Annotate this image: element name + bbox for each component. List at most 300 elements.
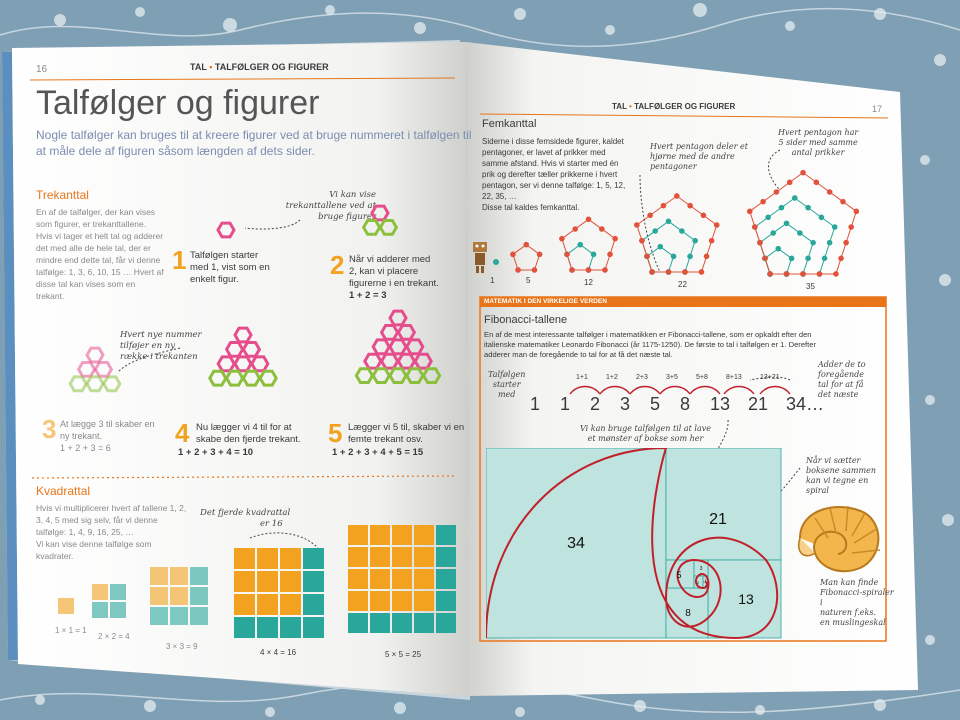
grid-square <box>190 607 208 625</box>
callout-line: Talfølgen <box>488 370 526 379</box>
hexagon <box>235 357 251 371</box>
grid-square <box>348 525 368 545</box>
callout-line: Hvert pentagon har <box>778 128 859 137</box>
grid-square <box>370 569 390 589</box>
pentagon-dot <box>701 213 707 219</box>
hexagon <box>218 357 234 371</box>
callout-line: starter <box>492 380 521 389</box>
hexagon <box>424 369 440 383</box>
trekanttal-body-line: En af de talfølger, der kan vises <box>36 207 156 217</box>
right-header-section: TAL <box>612 102 627 111</box>
hexagon-triangles <box>70 206 439 391</box>
pentagon-dot <box>767 271 773 277</box>
fibonacci-body-line: italienske matematiker Leonardo Fibonacci (år 1175-1250). De første to tal i talfølgen er 1. Derefter <box>484 340 817 349</box>
grid-square <box>348 591 368 611</box>
step-text-line: At lægge 3 til skaber en <box>60 419 155 429</box>
pentagon-dot <box>692 238 698 244</box>
pentagon-dot <box>682 269 688 275</box>
header-dot: • <box>629 102 632 111</box>
callout-line: Vi kan bruge talfølgen til at lave <box>580 424 711 433</box>
step-1-number: 1 <box>172 245 187 275</box>
pentagon-dot <box>537 252 543 258</box>
pentagon-dot <box>559 236 565 242</box>
grid-square <box>370 547 390 567</box>
hexagon <box>390 369 406 383</box>
intro-line-1: Nogle talfølger kan bruges til at kreere figurer ved at bruge nummeret i talfølgen til <box>36 128 472 142</box>
grid-square <box>58 598 74 614</box>
pentagon-dot <box>532 267 538 273</box>
kvadrattal-body-line: Vi kan vise denne talfølge som <box>36 539 152 549</box>
callout-line: boksene sammen <box>806 466 876 475</box>
femkanttal-body-line: prik og derefter tæller prikkerne i hvert <box>482 170 618 179</box>
pentagon-dot <box>687 203 693 209</box>
grid-square <box>257 594 278 615</box>
grid-square <box>370 613 390 633</box>
real-world-banner: MATEMATIK I DEN VIRKELIGE VERDEN <box>484 298 607 305</box>
grid-square <box>392 569 412 589</box>
grid-square <box>436 569 456 589</box>
pentagon-dot <box>647 213 653 219</box>
pentagon-dot <box>819 215 825 221</box>
grid-square <box>370 525 390 545</box>
pentagon-edge <box>677 196 717 225</box>
pentagon-edge <box>701 225 716 272</box>
trekanttal-body-line: Hvis vi tager et helt tal og adderer <box>36 231 164 241</box>
hexagon <box>243 343 259 357</box>
trekanttal-body-line: som figurer, er trekanttallene. <box>36 219 147 229</box>
callout-line: kan vi tegne en <box>806 476 869 485</box>
callout-line: Vi kan vise <box>329 190 376 200</box>
hexagon <box>70 377 86 391</box>
page-title: Talfølger og figurer <box>36 84 320 122</box>
grid-square <box>110 602 126 618</box>
pentagon-dot <box>760 199 766 205</box>
callout-line: Fibonacci-spiraler <box>820 588 894 597</box>
pentagon-dot <box>602 267 608 273</box>
fib-number: 34… <box>786 394 825 414</box>
callout-line: Hvert pentagon deler et <box>650 142 748 151</box>
hexagon <box>415 354 431 368</box>
callout-line: antal prikker <box>791 148 845 157</box>
hexagon <box>218 223 234 237</box>
pentagon-dot <box>832 224 838 230</box>
callout-line: Adder de to <box>818 360 866 369</box>
step-text-line: Nu lægger vi 4 til for at <box>196 422 292 433</box>
header-dot: • <box>209 62 213 72</box>
step-text-line: Lægger vi 5 til, skaber vi en <box>348 422 465 433</box>
hexagon <box>252 357 268 371</box>
fib-sum: 2+3 <box>636 374 648 381</box>
pentagon-dot <box>765 215 771 221</box>
box-label-13: 13 <box>738 591 754 607</box>
callout-line: hjørne med de andre <box>650 152 735 161</box>
grid-square <box>303 617 324 638</box>
fib-number: 3 <box>620 394 631 414</box>
pentagon-label-1: 1 <box>490 276 495 285</box>
pentagon-dot <box>805 205 811 211</box>
pentagon-dot <box>666 269 672 275</box>
pentagon-dot <box>762 255 768 261</box>
hexagon <box>407 369 423 383</box>
callout-line: tilføjer en ny <box>120 341 176 351</box>
hexagon <box>373 340 389 354</box>
pentagon-dot <box>564 252 570 258</box>
grid-square <box>234 617 255 638</box>
hexagon <box>260 371 276 385</box>
grid-square <box>392 613 412 633</box>
pentagon-dot <box>817 271 823 277</box>
pentagon-dot <box>679 228 685 234</box>
grid-square <box>280 594 301 615</box>
pentagon-label-35: 35 <box>806 282 815 291</box>
femkanttal-body-line: Disse tal kaldes femkanttal. <box>482 203 580 212</box>
fibonacci-body-line: En af de mest interessante talfølger i matematikken er Fibonacci-tallene, som er opkaldt efter den <box>484 330 812 339</box>
box-label-21: 21 <box>709 511 727 528</box>
square-label-3: 3 × 3 = 9 <box>166 642 198 651</box>
step-text-line: ny trekant. <box>60 431 103 441</box>
fib-number: 5 <box>650 394 661 414</box>
trekanttal-body-line: trekant. <box>36 291 65 301</box>
kvadrattal-body-line: Hvis vi multiplicerer hvert af tallene 1, 2, <box>36 503 187 513</box>
pentagon-dot <box>687 254 693 260</box>
step-2-number: 2 <box>330 250 345 280</box>
callout-line: række i trekanten <box>120 352 198 362</box>
grid-square <box>257 548 278 569</box>
step-5-sum: 1 + 2 + 3 + 4 + 5 = 15 <box>332 447 424 458</box>
grid-square <box>348 569 368 589</box>
hexagon <box>95 363 111 377</box>
pentagon-dot <box>652 228 658 234</box>
pentagon-dot <box>639 238 645 244</box>
hexagon <box>227 343 243 357</box>
hexagon <box>382 354 398 368</box>
pentagon-edge <box>819 227 834 274</box>
pentagon-dot <box>784 271 790 277</box>
hexagon <box>243 371 259 385</box>
grid-square <box>392 525 412 545</box>
callout-line: pentagoner <box>650 162 697 171</box>
pentagon-dot <box>779 205 785 211</box>
grid-square <box>436 591 456 611</box>
grid-square <box>234 571 255 592</box>
callout-five-sides <box>778 128 858 158</box>
femkanttal-body-line: pentagon, ser vi denne talfølge: 1, 5, 12, <box>482 181 626 190</box>
pentagon-dot <box>840 199 846 205</box>
pentagon-dot <box>714 222 720 228</box>
left-header-title: TALFØLGER OG FIGURER <box>214 62 329 72</box>
callout-line: Det fjerde kvadrattal <box>200 508 291 518</box>
left-page-number: 16 <box>36 64 48 75</box>
fib-number: 8 <box>680 394 691 414</box>
callout-box-pattern <box>580 424 711 444</box>
grid-square <box>170 587 188 605</box>
square-label-4: 4 × 4 = 16 <box>260 648 297 657</box>
step-4-sum: 1 + 2 + 3 + 4 = 10 <box>178 447 254 458</box>
pentagon-dot <box>699 269 705 275</box>
fib-sum: 8+13 <box>726 374 742 381</box>
box-label-3: 3 <box>699 566 703 572</box>
right-page-number: 17 <box>872 104 883 114</box>
hexagon <box>380 221 396 235</box>
fibonacci-heading: Fibonacci-tallene <box>484 314 568 326</box>
grid-square <box>348 613 368 633</box>
grid-square <box>348 547 368 567</box>
trekanttal-heading: Trekanttal <box>36 188 89 202</box>
grid-square <box>170 607 188 625</box>
fib-sum: 5+8 <box>696 374 708 381</box>
pentagon-dot <box>833 271 839 277</box>
callout-line: 5 sider med samme <box>778 138 858 147</box>
pentagon-label-22: 22 <box>678 280 687 289</box>
grid-square <box>414 569 434 589</box>
grid-square <box>150 587 168 605</box>
hexagon <box>356 369 372 383</box>
pentagon-dot <box>814 180 820 186</box>
pentagon-dot <box>704 254 710 260</box>
callout-line: trekanttallene ved at <box>285 201 376 211</box>
femkanttal-heading: Femkanttal <box>482 118 537 130</box>
pentagon-dot <box>515 267 521 273</box>
grid-square <box>92 602 108 618</box>
grid-square <box>303 594 324 615</box>
fib-sum: 1+1 <box>576 374 588 381</box>
grid-square <box>392 591 412 611</box>
step-text-line: skabe den fjerde trekant. <box>196 434 301 445</box>
fib-sum: 1+2 <box>606 374 618 381</box>
grid-square <box>280 548 301 569</box>
box-21 <box>666 448 781 560</box>
grid-square <box>257 571 278 592</box>
kvadrattal-body-line: kvadrater. <box>36 551 74 561</box>
callout-line: foregående <box>818 370 864 379</box>
grid-square <box>150 607 168 625</box>
callout-line: med <box>497 390 516 399</box>
hexagon <box>227 371 243 385</box>
kvadrattal-body-line: 3, 4, 5 med sig selv, får vi denne <box>36 515 158 525</box>
callout-line: Når vi sætter <box>806 456 861 465</box>
pentagon-dot <box>510 252 516 258</box>
fib-number: 1 <box>530 394 541 414</box>
right-header <box>612 102 735 111</box>
hexagon <box>382 326 398 340</box>
pentagon-dot <box>607 252 613 258</box>
grid-square <box>234 594 255 615</box>
callout-add-two <box>818 360 866 400</box>
femkanttal-body <box>482 136 625 213</box>
hexagon <box>390 311 406 325</box>
right-header-title: TALFØLGER OG FIGURER <box>634 102 736 111</box>
trekanttal-body-line: disse tal kan vises som en <box>36 279 136 289</box>
grid-square <box>436 613 456 633</box>
pentagon-dot <box>599 226 605 232</box>
fib-number: 21 <box>748 394 769 414</box>
grid-square <box>414 613 434 633</box>
pentagon-dot <box>612 236 618 242</box>
pentagon-dot <box>709 238 715 244</box>
hexagon <box>365 354 381 368</box>
pentagon-edge <box>637 225 652 272</box>
robot-icon <box>468 238 492 274</box>
fibonacci-body <box>484 330 816 360</box>
fibonacci-body-line: adderer man de foregående to tal for at få det næste tal. <box>484 350 673 359</box>
hexagon <box>87 377 103 391</box>
grid-square <box>414 547 434 567</box>
hexagon <box>372 206 388 220</box>
kvadrattal-body <box>36 502 186 562</box>
pentagon-dot <box>827 240 833 246</box>
callout-shared-corner <box>650 142 748 172</box>
fib-sum: 3+5 <box>666 374 678 381</box>
square-label-2: 2 × 2 = 4 <box>98 632 130 641</box>
pentagon-dot <box>634 222 640 228</box>
sequence-arrows <box>560 380 800 400</box>
callout-line: det næste <box>818 390 859 399</box>
fib-sum: 13+21 <box>760 374 780 381</box>
pentagon-dot <box>644 254 650 260</box>
hexagon <box>398 326 414 340</box>
trekanttal-body-line: det med alle de hele tal, der er <box>36 243 151 253</box>
step-3-number: 3 <box>42 414 57 444</box>
callout-line: spiral <box>806 486 829 495</box>
trekanttal-body-line: mindre end dette tal, får vi denne <box>36 255 161 265</box>
grid-square <box>436 547 456 567</box>
box-label-2: 2 <box>696 580 700 585</box>
callout-line: Man kan finde <box>820 578 879 587</box>
pentagon-dot <box>586 267 592 273</box>
pentagon-dot <box>572 226 578 232</box>
pentagon-dot <box>591 252 597 258</box>
hexagon <box>210 371 226 385</box>
nautilus-shell-image <box>790 498 886 576</box>
pentagon-dot <box>827 189 833 195</box>
pentagon-dot <box>661 203 667 209</box>
pentagon-dot <box>853 209 859 215</box>
callout-spiral <box>806 456 876 496</box>
pentagon-dot <box>649 269 655 275</box>
grid-square <box>370 591 390 611</box>
hexagon <box>104 377 120 391</box>
grid-square <box>280 571 301 592</box>
pentagon-dot <box>493 259 499 265</box>
femkanttal-body-line: samme afstand. Hvis vi starter med én <box>482 159 619 168</box>
grid-square <box>190 587 208 605</box>
grid-square <box>234 548 255 569</box>
box-label-5: 5 <box>676 570 682 580</box>
callout-fourth-square <box>200 508 290 530</box>
step-text-line: figurerne i en trekant. <box>349 278 439 289</box>
pentagon-label-5: 5 <box>526 276 531 285</box>
callout-line: naturen f.eks. <box>820 608 876 617</box>
grid-square <box>257 617 278 638</box>
kvadrattal-body-line: talfølge: 1, 4, 9, 16, 25, … <box>36 527 134 537</box>
fib-number: 13 <box>710 394 731 414</box>
callout-line: et mønster af bokse som her <box>587 434 704 443</box>
box-label-1a: 1 <box>704 578 707 582</box>
hexagon <box>390 340 406 354</box>
grid-square <box>303 571 324 592</box>
grid-square <box>414 525 434 545</box>
step-4-number: 4 <box>175 418 190 448</box>
pentagon-dot <box>569 267 575 273</box>
pentagon-dot <box>757 240 763 246</box>
trekanttal-body-line: talfølge: 1, 3, 6, 10, 15 … Hvert af <box>36 267 164 277</box>
step-sum: 1 + 2 + 3 = 6 <box>60 443 111 453</box>
square-label-1: 1 × 1 = 1 <box>55 626 87 635</box>
hexagon <box>407 340 423 354</box>
box-label-8: 8 <box>685 608 691 619</box>
fib-number: 2 <box>590 394 601 414</box>
pentagon-dot <box>838 255 844 261</box>
grid-square <box>150 567 168 585</box>
callout-shell <box>820 578 894 628</box>
step-text-line: Når vi adderer med <box>349 254 431 265</box>
pentagon-dot <box>797 230 803 236</box>
pentagon-dot <box>671 254 677 260</box>
grid-square <box>92 584 108 600</box>
callout-line: tal for at få <box>818 380 864 389</box>
grid-square <box>303 548 324 569</box>
callout-line: bruge figurer <box>318 212 376 222</box>
grid-square <box>414 591 434 611</box>
pentagon-dot <box>774 189 780 195</box>
fibonacci-box-diagram <box>486 448 786 640</box>
step-text-line: 2, kan vi placere <box>349 266 419 277</box>
step-5-number: 5 <box>328 418 343 448</box>
callout-line: i <box>820 598 823 607</box>
grid-square <box>170 567 188 585</box>
femkanttal-body-line: 22, 35, … <box>482 192 517 201</box>
callout-line: er 16 <box>260 519 283 529</box>
pentagon-dot <box>843 240 849 246</box>
grid-square <box>190 567 208 585</box>
grid-square <box>110 584 126 600</box>
square-label-5: 5 × 5 = 25 <box>385 650 422 659</box>
hexagon <box>364 221 380 235</box>
pentagon-label-12: 12 <box>584 278 593 287</box>
fib-number: 1 <box>560 394 571 414</box>
step-text-line: femte trekant osv. <box>348 434 423 445</box>
hexagon <box>235 328 251 342</box>
pentagon-dot <box>810 240 816 246</box>
hexagon <box>373 369 389 383</box>
hexagon <box>398 354 414 368</box>
pentagon-dot <box>789 256 795 262</box>
pentagon-edge <box>795 198 835 227</box>
kvadrattal-heading: Kvadrattal <box>36 484 91 498</box>
pentagon-dot <box>787 180 793 186</box>
grid-square <box>436 525 456 545</box>
intro-line-2: at måle dele af figuren såsom længden af dets sider. <box>36 144 315 158</box>
callout-line: en muslingeskal <box>820 618 886 627</box>
left-header-section: TAL <box>190 62 207 72</box>
pentagon-dot <box>752 224 758 230</box>
step-sum: 1 + 2 = 3 <box>349 290 387 301</box>
pentagon-dot <box>747 209 753 215</box>
grid-square <box>392 547 412 567</box>
callout-line: Hvert nye nummer <box>120 330 202 340</box>
grid-square <box>280 617 301 638</box>
femkanttal-body-line: pentagoner, er lavet af prikker med <box>482 148 606 157</box>
hexagon <box>87 348 103 362</box>
callout-sequence-start <box>488 370 525 400</box>
hexagon <box>79 363 95 377</box>
step-text-line: Talfølgen starter <box>190 250 259 261</box>
step-text-line: med 1, vist som en <box>190 262 270 273</box>
box-label-1b: 1 <box>704 584 707 588</box>
femkanttal-body-line: Siderne i disse femsidede figurer, kaldet <box>482 137 624 146</box>
pentagon-dot <box>800 271 806 277</box>
pentagon-dot <box>805 256 811 262</box>
